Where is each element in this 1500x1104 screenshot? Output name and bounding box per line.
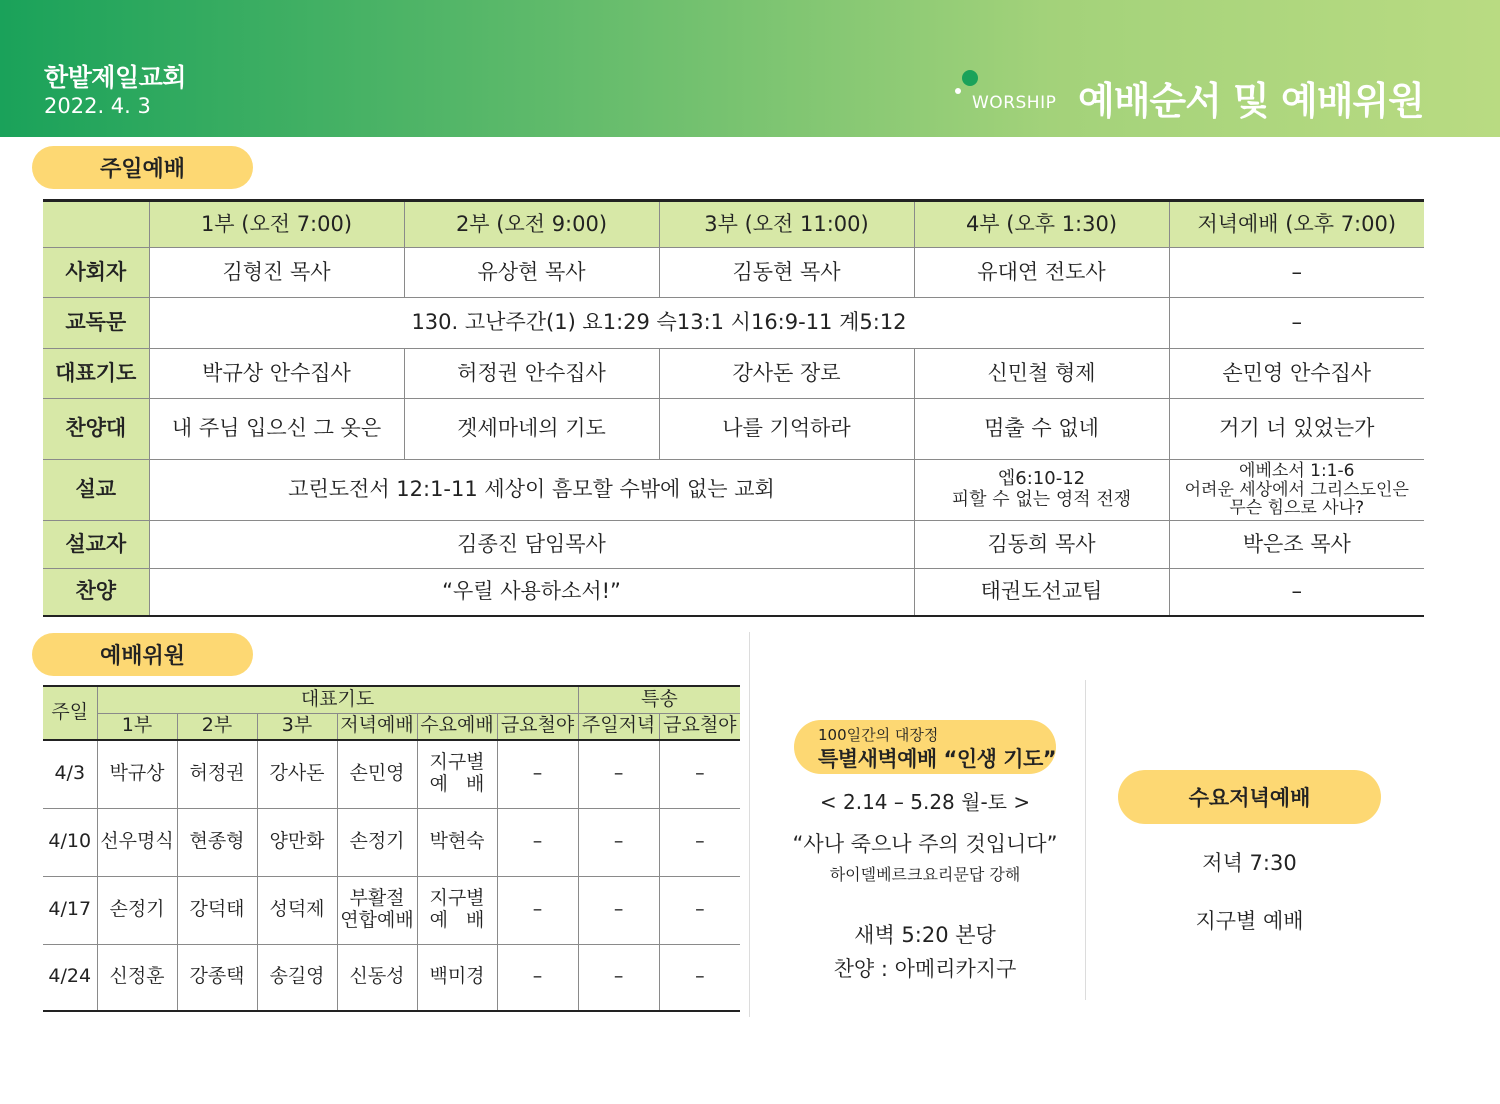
cell-line: 부활절 — [349, 887, 405, 910]
table-row — [43, 740, 740, 808]
sermon-fourth-cell — [914, 460, 1169, 521]
sermon-fourth-line: 엡6:10-12 — [997, 468, 1086, 490]
table-cell: 멈출 수 없네 — [914, 399, 1169, 460]
dawn-prayer-theme: “사나 죽으나 주의 것입니다” — [792, 832, 1058, 856]
table-cell: 거기 너 있었는가 — [1169, 399, 1424, 460]
bulletin-date: 2022. 4. 3 — [44, 94, 151, 118]
schedule-header-row — [43, 201, 1424, 248]
committee-group-header-row — [43, 686, 740, 713]
column-header: 저녁예배 (오후 7:00) — [1169, 201, 1424, 248]
table-row — [43, 808, 740, 876]
cell-line: 예 배 — [429, 909, 485, 931]
table-cell: 강사돈 장로 — [659, 349, 914, 399]
sub-header: 주일저녁 — [578, 713, 659, 740]
leader-row — [43, 248, 1424, 298]
row-header: 찬양대 — [43, 399, 149, 460]
table-cell: 박은조 목사 — [1169, 521, 1424, 569]
preacher-row — [43, 521, 1424, 569]
dawn-prayer-badge — [794, 720, 1056, 774]
table-cell: 송길영 — [257, 944, 337, 1011]
cell-line: 연합예배 — [340, 909, 414, 931]
date-cell: 4/17 — [43, 876, 97, 944]
row-header: 대표기도 — [43, 349, 149, 399]
date-cell: 4/10 — [43, 808, 97, 876]
table-cell — [417, 740, 497, 808]
praise-row — [43, 569, 1424, 616]
table-cell — [417, 876, 497, 944]
table-cell: – — [659, 740, 740, 808]
table-cell: – — [659, 944, 740, 1011]
committee-sub-header-row — [43, 713, 740, 740]
table-cell: – — [578, 944, 659, 1011]
choir-row — [43, 399, 1424, 460]
row-header: 교독문 — [43, 298, 149, 349]
table-cell: – — [659, 808, 740, 876]
table-cell: 손정기 — [97, 876, 177, 944]
dot-small-icon — [955, 88, 961, 94]
dawn-prayer-praise: 찬양 : 아메리카지구 — [833, 957, 1017, 981]
table-cell: 김동희 목사 — [914, 521, 1169, 569]
cell-line: 예 배 — [429, 773, 485, 796]
sub-header: 2부 — [177, 713, 257, 740]
table-cell: – — [578, 808, 659, 876]
table-cell: 강종택 — [177, 944, 257, 1011]
date-cell: 4/24 — [43, 944, 97, 1011]
wednesday-desc: 지구별 예배 — [1195, 909, 1304, 933]
sub-header: 저녁예배 — [337, 713, 417, 740]
table-cell: 강덕태 — [177, 876, 257, 944]
date-cell: 4/3 — [43, 740, 97, 808]
sub-header: 금요철야 — [659, 713, 740, 740]
table-cell: 백미경 — [417, 944, 497, 1011]
table-cell: 유상현 목사 — [404, 248, 659, 298]
table-cell: 박규상 — [97, 740, 177, 808]
table-row — [43, 876, 740, 944]
page-title: 예배순서 및 예배위원 — [1078, 79, 1424, 123]
table-cell: 나를 기억하라 — [659, 399, 914, 460]
row-header: 설교자 — [43, 521, 149, 569]
sermon-evening-cell — [1169, 460, 1424, 521]
table-row — [43, 944, 740, 1011]
dawn-prayer-period: < 2.14 – 5.28 월-토 > — [819, 790, 1031, 814]
sermon-evening-line: 무슨 힘으로 사나? — [1229, 498, 1365, 519]
table-cell: – — [1169, 248, 1424, 298]
special-group-header: 특송 — [578, 686, 740, 713]
table-cell — [337, 876, 417, 944]
table-cell: – — [659, 876, 740, 944]
table-cell: 허정권 — [177, 740, 257, 808]
dawn-prayer-time: 새벽 5:20 본당 — [854, 923, 996, 947]
table-cell: 신민철 형제 — [914, 349, 1169, 399]
column-header: 2부 (오전 9:00) — [404, 201, 659, 248]
table-cell: 신정훈 — [97, 944, 177, 1011]
prayer-row — [43, 349, 1424, 399]
table-cell: 유대연 전도사 — [914, 248, 1169, 298]
dot-icon — [962, 70, 978, 86]
table-cell: 강사돈 — [257, 740, 337, 808]
table-cell: 박규상 안수집사 — [149, 349, 404, 399]
table-cell: 김종진 담임목사 — [149, 521, 914, 569]
prayer-group-header: 대표기도 — [97, 686, 578, 713]
row-header: 사회자 — [43, 248, 149, 298]
table-cell: – — [578, 740, 659, 808]
sermon-evening-line: 에베소서 1:1-6 — [1239, 461, 1355, 482]
header-banner — [0, 0, 1500, 137]
table-cell: 선우명식 — [97, 808, 177, 876]
table-cell: “우릴 사용하소서!” — [149, 569, 914, 616]
table-cell: – — [497, 876, 578, 944]
dawn-prayer-subtitle: 100일간의 대장정 — [818, 726, 939, 744]
sub-header: 수요예배 — [417, 713, 497, 740]
committee-label: 예배위원 — [32, 633, 253, 676]
sermon-fourth-line: 피할 수 없는 영적 전쟁 — [951, 489, 1132, 510]
table-cell: 겟세마네의 기도 — [404, 399, 659, 460]
table-cell: 김형진 목사 — [149, 248, 404, 298]
table-cell: 태권도선교팀 — [914, 569, 1169, 616]
sub-header: 3부 — [257, 713, 337, 740]
table-cell: 김동현 목사 — [659, 248, 914, 298]
sermon-evening-line: 어려운 세상에서 그리스도인은 — [1184, 479, 1409, 500]
table-cell: – — [497, 740, 578, 808]
church-name: 한밭제일교회 — [44, 63, 186, 92]
table-cell: 130. 고난주간(1) 요1:29 슥13:1 시16:9-11 계5:12 — [149, 298, 1169, 349]
sub-header: 금요철야 — [497, 713, 578, 740]
column-header: 4부 (오후 1:30) — [914, 201, 1169, 248]
table-cell: – — [497, 808, 578, 876]
sunday-worship-label: 주일예배 — [32, 146, 253, 189]
row-header: 찬양 — [43, 569, 149, 616]
table-cell: – — [578, 876, 659, 944]
table-cell: 손정기 — [337, 808, 417, 876]
wednesday-time: 저녁 7:30 — [1202, 851, 1297, 875]
sub-header: 1부 — [97, 713, 177, 740]
table-cell: 손민영 — [337, 740, 417, 808]
table-cell: – — [497, 944, 578, 1011]
column-header: 3부 (오전 11:00) — [659, 201, 914, 248]
table-cell: 내 주님 입으신 그 옷은 — [149, 399, 404, 460]
sunday-header: 주일 — [43, 686, 97, 740]
table-cell: 성덕제 — [257, 876, 337, 944]
sermon-row — [43, 460, 1424, 521]
committee-table — [43, 685, 740, 1012]
dawn-prayer-title: 특별새벽예배 “인생 기도” — [818, 747, 1057, 771]
reading-row — [43, 298, 1424, 349]
dawn-prayer-series: 하이델베르크요리문답 강해 — [829, 865, 1021, 884]
wednesday-worship-label: 수요저녁예배 — [1118, 770, 1381, 824]
table-cell: – — [1169, 569, 1424, 616]
row-header: 설교 — [43, 460, 149, 521]
table-cell: 박현숙 — [417, 808, 497, 876]
corner-cell — [43, 201, 149, 248]
table-cell: 현종형 — [177, 808, 257, 876]
cell-line: 지구별 — [429, 887, 485, 910]
column-header: 1부 (오전 7:00) — [149, 201, 404, 248]
table-cell: 허정권 안수집사 — [404, 349, 659, 399]
divider — [749, 632, 750, 1017]
table-cell: – — [1169, 298, 1424, 349]
cell-line: 지구별 — [429, 751, 485, 774]
sermon-main-cell: 고린도전서 12:1-11 세상이 흠모할 수밖에 없는 교회 — [149, 460, 914, 521]
table-cell: 손민영 안수집사 — [1169, 349, 1424, 399]
sunday-schedule-table — [43, 199, 1424, 617]
table-cell: 양만화 — [257, 808, 337, 876]
table-cell: 신동성 — [337, 944, 417, 1011]
worship-label: WORSHIP — [972, 93, 1057, 113]
